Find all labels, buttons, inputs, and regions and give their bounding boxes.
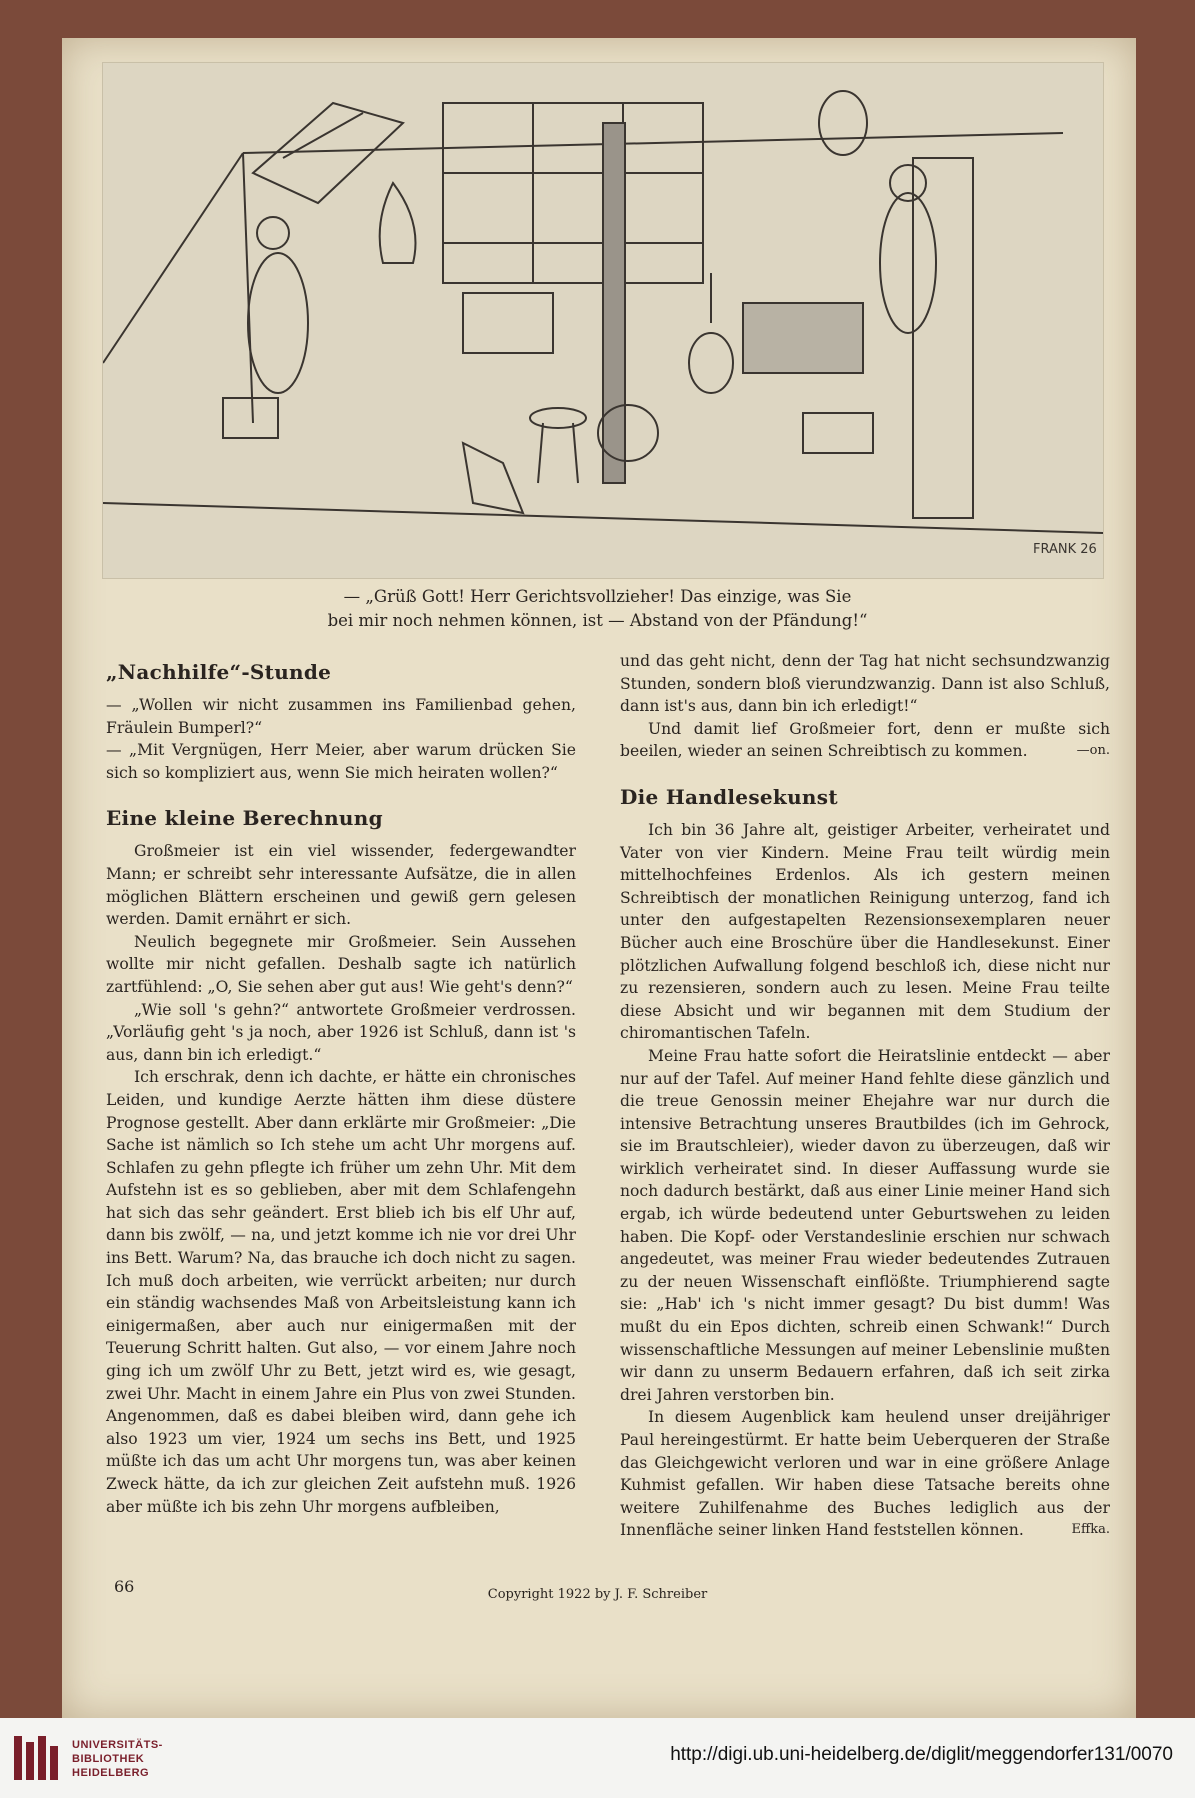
artist-studio-drawing — [103, 63, 1103, 578]
author-initials: —on. — [1076, 743, 1110, 759]
library-name-line: BIBLIOTHEK — [72, 1753, 145, 1765]
library-name-line: UNIVERSITÄTS- — [72, 1739, 163, 1751]
university-library-logo-icon — [12, 1732, 62, 1784]
page-number: 66 — [114, 1577, 135, 1596]
source-url-link[interactable]: http://digi.ub.uni-heidelberg.de/diglit/meggendorfer131/0070 — [670, 1744, 1173, 1765]
heading-berechnung: Eine kleine Berechnung — [106, 806, 383, 831]
heading-nachhilfe: „Nachhilfe“-Stunde — [106, 660, 332, 684]
paragraph-text: Und damit lief Großmeier fort, denn er mußte sich beeilen, wieder an seinen Schreibtisch zu kommen. — [620, 719, 1110, 761]
right-column — [620, 650, 1110, 1542]
author-initials: Effka. — [1071, 1522, 1110, 1538]
left-column — [106, 660, 576, 1518]
heading-handlesekunst: Die Handlesekunst — [620, 784, 838, 809]
library-name — [72, 1738, 163, 1780]
paragraph: Neulich begegnete mir Großmeier. Sein Aussehen wollte mir nicht gefallen. Deshalb sagte ich natürlich zartfühlend: „O, Sie sehen aber gut aus! Wie geht's denn?“ — [106, 932, 576, 996]
caption-line-2: bei mir noch nehmen können, ist — Abstand von der Pfändung!“ — [327, 611, 868, 630]
library-footer — [0, 1718, 1195, 1798]
paragraph: „Wie soll 's gehn?“ antwortete Großmeier verdrossen. „Vorläufig geht 's ja noch, aber 1926 ist Schluß, dann ist 's aus, dann bin ich erledigt.“ — [106, 1000, 576, 1064]
paragraph: und das geht nicht, denn der Tag hat nicht sechsundzwanzig Stunden, sondern bloß vierundzwanzig. Dann ist also Schluß, dann ist's aus, dann bin ich erledigt!“ — [620, 652, 1110, 716]
artist-signature: FRANK 26 — [1033, 542, 1097, 557]
paragraph — [620, 1406, 1110, 1542]
paragraph-text: In diesem Augenblick kam heulend unser dreijähriger Paul hereingestürmt. Er hatte beim Ueberqueren der Straße das Gleichgewicht verloren und war in eine größere Anlage Kuhmist gefallen. Wir haben diese Tatsache bereits ohne weitere Zuhilfenahme des Buches lediglich aus der Innenfläche seiner linken Hand feststellen können. — [620, 1408, 1110, 1540]
caption-line-1: — „Grüß Gott! Herr Gerichtsvollzieher! Das einzige, was Sie — [343, 587, 852, 606]
library-name-line: HEIDELBERG — [72, 1767, 150, 1779]
paragraph: Ich erschrak, denn ich dachte, er hätte ein chronisches Leiden, und kundige Aerzte hätten ihm diese düstere Prognose gestellt. Aber dann erklärte mir Großmeier: „Die Sache ist nämlich so Ich stehe um acht Uhr morgens auf. Schlafen zu gehn pflegte ich früher um zehn Uhr. Mit dem Aufstehn ist es so geblieben, aber mit dem Schlafengehn hat sich das sehr geändert. Erst blieb ich bis elf Uhr auf, dann bis zwölf, — na, und jetzt komme ich nie vor drei Uhr ins Bett. Warum? Na, das brauche ich doch nicht zu sagen. Ich muß doch arbeiten, wie verrückt arbeiten; nur durch ein ständig wachsendes Maß von Arbeitsleistung kann ich einigermaßen, aber auch nur einigermaßen mit der Teuerung Schritt halten. Gut also, — vor einem Jahre noch ging ich um zwölf Uhr zu Bett, jetzt wird es, wie gesagt, zwei Uhr. Macht in einem Jahre ein Plus von zwei Stunden. Angenommen, daß es dabei bleiben wird, dann gehe ich also 1923 um vier, 1924 um sechs ins Bett, und 1925 müßte ich das um acht Uhr morgens tun, was aber keinen Zweck hätte, da ich zur gleichen Zeit aufstehn muß. 1926 aber müßte ich bis zehn Uhr morgens aufbleiben, — [106, 1068, 576, 1516]
paragraph: — „Wollen wir nicht zusammen ins Familienbad gehen, Fräulein Bumperl?“ — [106, 696, 576, 737]
cartoon-illustration — [102, 62, 1104, 579]
paragraph: — „Mit Vergnügen, Herr Meier, aber warum drücken Sie sich so kompliziert aus, wenn Sie mich heiraten wollen?“ — [106, 741, 576, 782]
paragraph: Meine Frau hatte sofort die Heiratslinie entdeckt — aber nur auf der Tafel. Auf meiner Hand fehlte diese gänzlich und die treue Genossin meiner Ehejahre war nur durch die intensive Betrachtung unseres Brautbildes (ich im Gehrock, sie im Brautschleier), wieder davon zu überzeugen, daß wir wirklich verheiratet sind. In dieser Auffassung wurde sie noch dadurch bestärkt, daß aus einer Linie meiner Hand sich ergab, ich würde bedeutend unter Geburtswehen zu leiden haben. Die Kopf- oder Verstandeslinie erschien nur schwach angedeutet, was meiner Frau wieder bedeutendes Zutrauen zu der neuen Wissenschaft einflößte. Triumphierend sagte sie: „Hab' ich 's nicht immer gesagt? Du bist dumm! Was mußt du ein Epos dichten, schreib einen Schwank!“ Durch wissenschaftliche Messungen auf meiner Lebenslinie mußten wir dann zu unserm Bedauern erfahren, daß ich seit zirka drei Jahren verstorben bin. — [620, 1046, 1110, 1404]
paragraph — [620, 718, 1110, 763]
copyright-line: Copyright 1922 by J. F. Schreiber — [487, 1587, 708, 1602]
paragraph: Ich bin 36 Jahre alt, geistiger Arbeiter, verheiratet und Vater von vier Kindern. Meine Frau teilt würdig mein mittelhochfeines Erdenlos. Als ich gestern meinen Schreibtisch der monatlichen Reinigung unterzog, fand ich unter den aufgestapelten Rezensionsexemplaren neuer Bücher auch eine Broschüre über die Handlesekunst. Einer plötzlichen Aufwallung folgend beschloß ich, diese nicht nur zu rezensieren, sondern auch zu lesen. Meine Frau teilte diese Absicht und wir begannen mit dem Studium der chiromantischen Tafeln. — [620, 820, 1110, 1043]
paragraph: Großmeier ist ein viel wissender, federgewandter Mann; er schreibt sehr interessante Aufsätze, die in allen möglichen Blättern erscheinen und gewiß gern gelesen werden. Damit ernährt er sich. — [106, 842, 576, 929]
